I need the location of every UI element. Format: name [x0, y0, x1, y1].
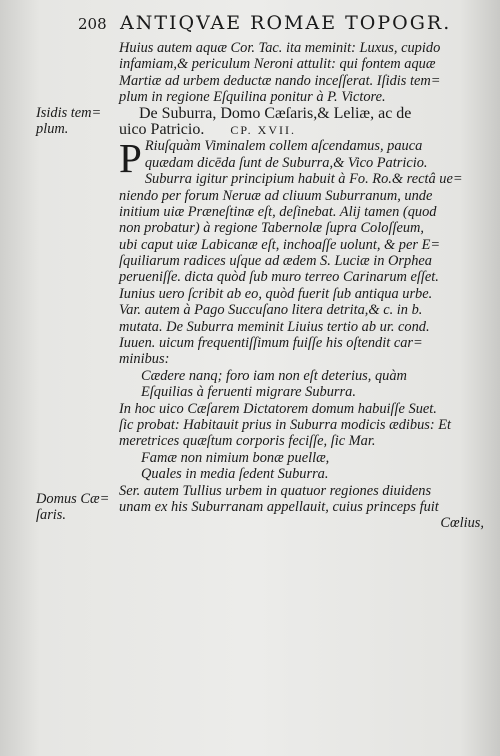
- text-line: ſic probat: Habitauit prius in Suburra modicis ædibus: Et: [119, 417, 452, 433]
- text-line: Huius autem aquæ Cor. Tac. ita meminit: Luxus, cupido: [119, 40, 441, 56]
- chapter-heading-end: uico Patricio.: [119, 120, 205, 138]
- page-number: 208: [78, 15, 107, 33]
- text-line: meretrices quæſtum corporis feciſſe, ſic Mar.: [119, 433, 376, 450]
- margin-note-line: Isidis tem=: [36, 105, 102, 121]
- margin-note-line: plum.: [36, 121, 69, 138]
- text-line: unam ex his Suburranam appellauit, cuius princeps fuit: [119, 498, 439, 515]
- text-line: ubi caput uiæ Labicanæ eſt, inchoaſſe uolunt, & per E=: [119, 236, 441, 253]
- text-line: mutata. De Suburra meminit Liuius tertio ab ur. cond.: [119, 318, 430, 335]
- text-line: Iunius uero ſcribit ab eo, quòd fuerit ſub antiqua urbe.: [119, 285, 433, 302]
- margin-note-isidis-templum: [36, 105, 116, 138]
- text-line: niendo per forum Neruæ ad cliuum Suburranum, unde: [119, 187, 433, 204]
- text-line: perueniſſe. dicta quòd ſub muro terreo Carinarum eſſet.: [119, 269, 439, 286]
- verse-line: Eſquilias à feruenti migrare Suburra.: [141, 384, 356, 401]
- page-header: [78, 12, 488, 38]
- chapter-heading: De Suburra, Domo Cæſaris,& Leliæ, ac de: [139, 104, 412, 122]
- text-line: Riuſquàm Viminalem collem aſcendamus, pauca: [144, 138, 423, 155]
- margin-note-line: ſaris.: [36, 507, 66, 524]
- verse-line: Quales in media ſedent Suburra.: [141, 466, 329, 483]
- text-line: minibus:: [119, 351, 170, 368]
- margin-note-line: Domus Cæ=: [36, 491, 110, 507]
- text-line: infamiam,& periculum Neroni attulit: qui fontem aquæ: [119, 56, 436, 73]
- text-line: plum in regione Eſquilina ponitur à P. Victore.: [119, 89, 386, 106]
- text-line: initium uiæ Præneſtinæ eſt, deſinebat. Alij tamen (quod: [119, 203, 437, 220]
- text-line: Ser. autem Tullius urbem in quatuor regiones diuidens: [119, 482, 432, 499]
- text-line: Suburra igitur principium habuit à Fo. Ro.& rectâ ue=: [144, 171, 463, 188]
- catchword: Cœlius,: [440, 515, 484, 532]
- verse-line: Famæ non nimium bonæ puellæ,: [141, 449, 330, 466]
- text-line: Martiæ ad urbem deductæ nando inceſſerat. Iſidis tem=: [119, 72, 441, 89]
- text-line: non probatur) à regione Tabernolæ ſupra Coloſſeum,: [119, 220, 425, 237]
- running-head: ANTIQVAE ROMAE TOPOGR.: [120, 12, 452, 34]
- chapter-heading-continued: [119, 122, 484, 138]
- drop-capital: P: [119, 135, 142, 182]
- main-text: [119, 40, 484, 532]
- chapter-number: CP. XVII.: [230, 122, 296, 137]
- text-line: quædam dicēda ſunt de Suburra,& Vico Patricio.: [144, 154, 428, 171]
- text-line: Var. autem à Pago Succuſano litera detrita,& c. in b.: [119, 302, 423, 319]
- text-line: Iuuen. uicum frequentiſſimum fuiſſe his oſtendit car=: [119, 335, 423, 352]
- margin-note-domus-caesaris: [36, 491, 116, 524]
- verse-line: Cædere nanq; foro iam non eſt deterius, quàm: [141, 367, 407, 384]
- text-line: ſquiliarum radices uſque ad ædem S. Luciæ in Orphea: [119, 253, 432, 270]
- text-line: In hoc uico Cæſarem Dictatorem domum habuiſſe Suet.: [119, 400, 437, 417]
